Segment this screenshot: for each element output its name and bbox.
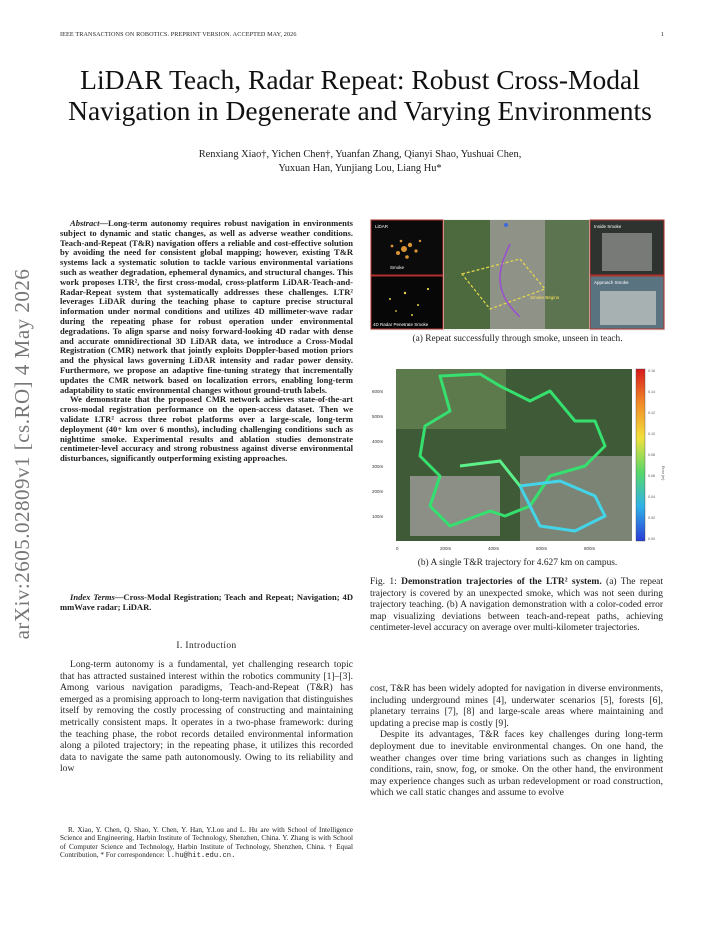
figure-caption-label: Fig. 1:: [370, 577, 397, 587]
abstract-label: Abstract: [70, 218, 100, 228]
x-tick-0: 0: [396, 546, 399, 551]
footnote-text: R. Xiao, Y. Chen, Q. Shao, Y. Chen, Y. Han, Y.Lou and L. Hu are with School of Intelligence Science and Engineering, Harbin Institute of Technology, Shenzhen, China. Y. Zhang is with School of Computer Science and Technology, Harbin Institute of Technology, Shenzhen, China. † Equal Contribution, * For correspondence:: [60, 826, 353, 859]
correspondence-email: l.hu@hit.edu.cn.: [166, 851, 236, 860]
title-line-2: Navigation in Degenerate and Varying Environments: [68, 95, 652, 126]
lidar-label: LiDAR: [375, 224, 389, 229]
error-colorbar: [636, 369, 645, 541]
figure-1a-image: [370, 219, 665, 331]
y-tick-200: 200m: [372, 489, 384, 494]
colorbar-label: Error (m): [661, 466, 665, 481]
figure-1a: [370, 219, 665, 331]
cbar-tick-008: 0.08: [648, 453, 655, 457]
abstract: [60, 219, 353, 464]
right-column-body: [370, 683, 663, 799]
index-terms-label: Index Terms: [70, 592, 115, 602]
journal-name: IEEE TRANSACTIONS ON ROBOTICS. PREPRINT VERSION. ACCEPTED MAY, 2026: [60, 31, 297, 38]
figure-1-caption: [370, 577, 663, 635]
figure-caption-title: Demonstration trajectories of the LTR² system.: [401, 577, 602, 587]
authors-line-1: Renxiang Xiao†, Yichen Chen†, Yuanfan Zhang, Qianyi Shao, Yushuai Chen,: [198, 149, 522, 160]
page-number: 1: [660, 31, 664, 38]
smoke-label: Smoke: [390, 265, 405, 270]
figure-1b-caption: (b) A single T&R trajectory for 4.627 km on campus.: [417, 558, 618, 568]
introduction-body: [60, 659, 353, 775]
intro-paragraph-1: Long-term autonomy is a fundamental, yet challenging research topic that has attracted sustained interest within the robotics community [1]–[3]. Among various navigation paradigms, Teach-and-Repeat (T&R) has emerged as a promising approach to long-term navigation that distinguishes itself by removing the costly processing of constructing and maintaining metrically consistent maps. It operates in a two-phase framework: during the teaching phase, the robot records detailed environmental information along a piloted trajectory; in the repeating phase, it utilizes this recorded data to navigate the same path autonomously. Owing to its reliability and low: [60, 659, 353, 775]
figure-1a-caption: (a) Repeat successfully through smoke, unseen in teach.: [412, 334, 623, 344]
index-terms: Index Terms—Cross-Modal Registration; Teach and Repeat; Navigation; 4D mmWave radar; LiDAR.: [60, 592, 354, 612]
x-tick-400: 400m: [488, 546, 500, 551]
author-list: [80, 148, 640, 176]
arxiv-stamp: arXiv:2605.02809v1 [cs.RO] 4 May 2026: [10, 268, 34, 640]
radar-label: 4D Radar Penetrate Smoke: [373, 322, 429, 327]
right-paragraph-1: cost, T&R has been widely adopted for navigation in diverse environments, including underground mines [4], underwater scenarios [5], forests [6], planetary terrains [7], [8] and large-scale areas where maintaining and updating a precise map is costly [9].: [370, 683, 663, 729]
x-tick-200: 200m: [440, 546, 452, 551]
right-paragraph-2: Despite its advantages, T&R faces key challenges during long-term deployment due to inevitable environmental changes. On one hand, the weather changes over time bring variations such as changes in lighting conditions, rain, snow, fog, or smoke. On the other hand, the environment may experience changes such as urban redevelopment or road construction, which we call static changes and assume to evolve: [370, 729, 663, 799]
cbar-tick-016: 0.16: [648, 369, 655, 373]
y-tick-100: 100m: [372, 514, 384, 519]
cbar-tick-000: 0.00: [648, 537, 655, 541]
inside-smoke-label: Inside Smoke: [594, 224, 622, 229]
title-line-1: LiDAR Teach, Radar Repeat: Robust Cross-Modal: [80, 64, 640, 95]
x-tick-800: 800m: [584, 546, 596, 551]
index-terms-text: Cross-Modal Registration; Teach and Repeat; Navigation; 4D mmWave radar; LiDAR.: [60, 592, 354, 612]
x-tick-600: 600m: [536, 546, 548, 551]
figure-1b: [370, 366, 665, 556]
y-tick-400: 400m: [372, 439, 384, 444]
authors-line-2: Yuxuan Han, Yunjiang Lou, Liang Hu*: [278, 163, 442, 174]
abstract-text-1: Long-term autonomy requires robust navigation in environments subject to dynamic and static changes, as well as adverse weather conditions. Teach-and-Repeat (T&R) navigation offers a reliable and cost-effective solution by avoiding the need for consistent global mapping; however, existing T&R systems lack a systematic solution to tackle various environmental variations such as weather degradation, ephemeral dynamics, and structural changes. This work proposes LTR², the first cross-modal, cross-platform LiDAR-Teach-and-Radar-Repeat system that systematically addresses these challenges. LTR² leverages LiDAR during the teaching phase to capture precise structural information under normal conditions and utilizes 4D millimeter-wave radar during the repeating phase for robust operation under environmental degradations. To align sparse and noisy forward-looking 4D radar with dense and accurate omnidirectional 3D LiDAR data, we introduce a Cross-Modal Registration (CMR) network that jointly exploits Doppler-based motion priors and the physical laws governing LiDAR intensity and radar power density. Furthermore, we propose an adaptive fine-tuning strategy that incrementally updates the CMR network based on localization errors, enabling long-term adaptability to static environmental changes without ground-truth labels.: [60, 218, 353, 395]
y-tick-600: 600m: [372, 389, 384, 394]
cbar-tick-002: 0.02: [648, 516, 655, 520]
cbar-tick-004: 0.04: [648, 495, 655, 499]
affiliation-footnote: [60, 826, 353, 860]
figure-caption-text: (a) The repeat trajectory is covered by an unexpected smoke, which was not seen during trajectory teaching. (b) A navigation demonstration with a color-coded error map visualizing deviations between teach-and-repeat paths, achieving centimeter-level accuracy on average over multi-kilometer trajectories.: [370, 577, 664, 634]
approach-smoke-label: Approach Smoke: [594, 280, 629, 285]
smoke-begins-label: Smoke Begins: [530, 295, 560, 300]
y-tick-500: 500m: [372, 414, 384, 419]
figure-1b-map: [370, 366, 665, 556]
y-tick-300: 300m: [372, 464, 384, 469]
cbar-tick-014: 0.14: [648, 390, 655, 394]
abstract-paragraph-1: Abstract—Long-term autonomy requires robust navigation in environments subject to dynamic and static changes, as well as adverse weather conditions. Teach-and-Repeat (T&R) navigation offers a reliable and cost-effective solution by avoiding the need for consistent global mapping; however, existing T&R systems lack a systematic solution to tackle various environmental variations such as weather degradation, ephemeral dynamics, and structural changes. This work proposes LTR², the first cross-modal, cross-platform LiDAR-Teach-and-Radar-Repeat system that systematically addresses these challenges. LTR² leverages LiDAR during the teaching phase to capture precise structural information under normal conditions and utilizes 4D millimeter-wave radar during the repeating phase for robust operation under environmental degradations. To align sparse and noisy forward-looking 4D radar with dense and accurate omnidirectional 3D LiDAR data, we introduce a Cross-Modal Registration (CMR) network that jointly exploits Doppler-based motion priors and the physical laws governing LiDAR intensity and radar power density. Furthermore, we propose an adaptive fine-tuning strategy that incrementally updates the CMR network based on localization errors, enabling long-term adaptability to static environmental changes without ground-truth labels.: [60, 218, 353, 395]
cbar-tick-010: 0.10: [648, 432, 655, 436]
paper-title: [40, 64, 680, 126]
section-heading: I. Introduction: [176, 641, 237, 651]
abstract-paragraph-2: We demonstrate that the proposed CMR network achieves state-of-the-art cross-modal registration performance on the open-access dataset. Then we validate LTR² across three robot platforms over a large-scale, long-term deployment (40+ km over 6 months), including challenging conditions such as nighttime smoke. Experimental results and ablation studies demonstrate centimeter-level accuracy and strong robustness against diverse environmental disturbances, significantly outperforming existing approaches.: [60, 394, 353, 464]
cbar-tick-006: 0.06: [648, 474, 655, 478]
running-header: [60, 31, 664, 43]
cbar-tick-012: 0.12: [648, 411, 655, 415]
